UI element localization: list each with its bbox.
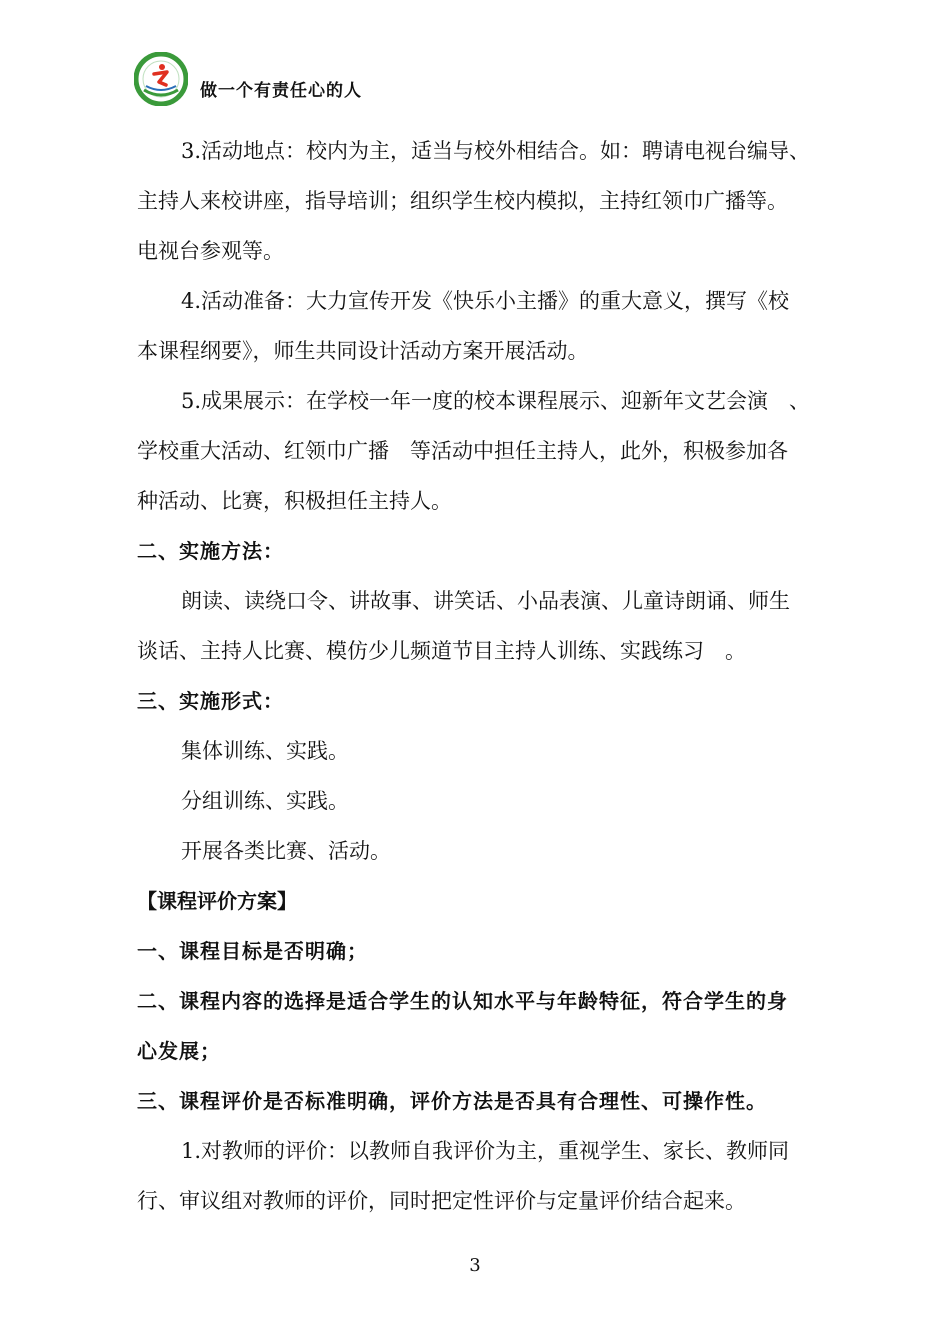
document-body — [137, 126, 837, 1226]
section-heading: 二、实施方法： — [137, 539, 284, 563]
header-motto: 做一个有责任心的人 — [200, 81, 362, 101]
section-heading: 三、课程评价是否标准明确，评价方法是否具有合理性、可操作性。 — [137, 1089, 767, 1113]
body-text-line: 开展各类比赛、活动。 — [181, 839, 391, 863]
section-heading: 心发展； — [137, 1039, 221, 1063]
body-text-line: 行、审议组对教师的评价，同时把定性评价与定量评价结合起来。 — [137, 1189, 746, 1213]
body-text-line: 3.活动地点：校内为主，适当与校外相结合。如：聘请电视台编导、 — [181, 139, 811, 163]
body-text-line: 本课程纲要》，师生共同设计活动方案开展活动。 — [137, 339, 589, 363]
page-header — [134, 52, 394, 108]
body-text-line: 朗读、读绕口令、讲故事、讲笑话、小品表演、儿童诗朗诵、师生 — [181, 589, 790, 613]
section-heading: 三、实施形式： — [137, 689, 284, 713]
page-number: 3 — [469, 1255, 481, 1276]
school-emblem-icon — [134, 52, 188, 106]
body-text-line: 分组训练、实践。 — [181, 789, 349, 813]
body-text-line: 4.活动准备：大力宣传开发《快乐小主播》的重大意义，撰写《校 — [181, 289, 790, 313]
body-text-line: 1.对教师的评价：以教师自我评价为主，重视学生、家长、教师同 — [181, 1139, 790, 1163]
body-text-line: 主持人来校讲座，指导培训；组织学生校内模拟，主持红领巾广播等。 — [137, 189, 788, 213]
section-heading: 【课程评价方案】 — [137, 889, 297, 913]
body-text-line: 集体训练、实践。 — [181, 739, 349, 763]
section-heading: 二、课程内容的选择是适合学生的认知水平与年龄特征，符合学生的身 — [137, 989, 788, 1013]
body-text-line: 谈话、主持人比赛、模仿少儿频道节目主持人训练、实践练习 。 — [137, 639, 746, 663]
body-text-line: 电视台参观等。 — [137, 239, 284, 263]
section-heading: 一、课程目标是否明确； — [137, 939, 368, 963]
body-text-line: 种活动、比赛，积极担任主持人。 — [137, 489, 452, 513]
body-text-line: 5.成果展示：在学校一年一度的校本课程展示、迎新年文艺会演 、 — [181, 389, 811, 413]
body-text-line: 学校重大活动、红领巾广播 等活动中担任主持人，此外，积极参加各 — [137, 439, 788, 463]
